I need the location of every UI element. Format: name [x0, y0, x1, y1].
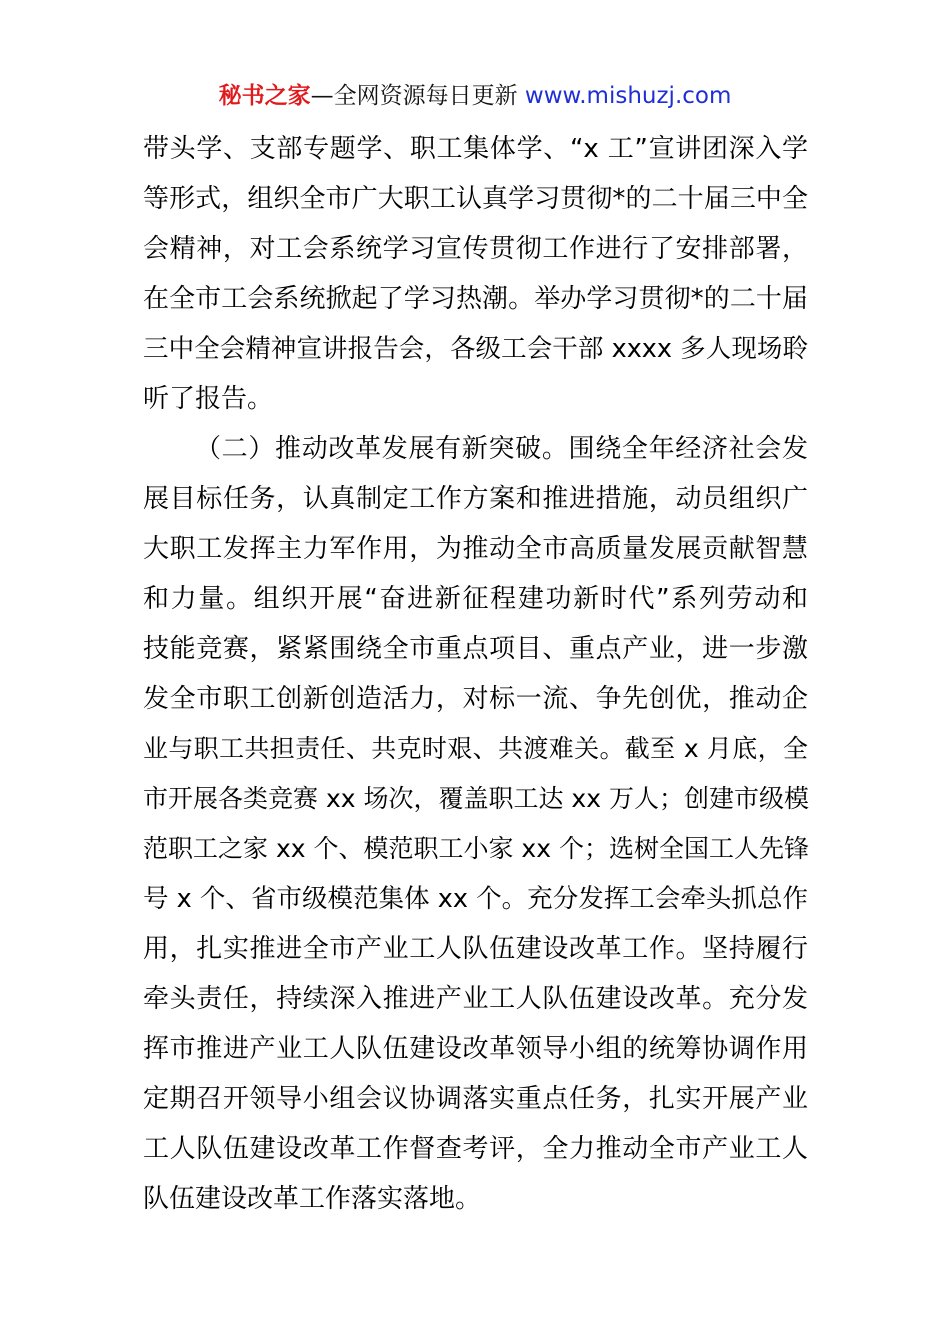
text-line: 发全市职工创新创造活力，对标一流、争先创优，推动企 [143, 684, 808, 714]
text-line: 和力量。组织开展“奋进新征程建功新时代”系列劳动和 [143, 584, 808, 614]
text-line: 工人队伍建设改革工作督查考评，全力推动全市产业工人 [143, 1134, 808, 1164]
text-line: 大职工发挥主力军作用，为推动全市高质量发展贡献智慧 [143, 534, 808, 564]
text-line: 等形式，组织全市广大职工认真学习贯彻*的二十届三中全 [143, 184, 808, 214]
text-line: 号 x 个、省市级模范集体 xx 个。充分发挥工会牵头抓总作 [143, 884, 808, 914]
text-line: 用，扎实推进全市产业工人队伍建设改革工作。坚持履行 [143, 934, 808, 964]
paragraph-reform-development [143, 424, 808, 1224]
text-line: 会精神，对工会系统学习宣传贯彻工作进行了安排部署， [143, 234, 808, 264]
text-line: 技能竞赛，紧紧围绕全市重点项目、重点产业，进一步激 [143, 634, 808, 664]
text-line: 三中全会精神宣讲报告会，各级工会干部 xxxx 多人现场聆 [143, 334, 808, 364]
text-line: 牵头责任，持续深入推进产业工人队伍建设改革。充分发 [143, 984, 808, 1014]
text-line: 队伍建设改革工作落实落地。 [143, 1184, 482, 1214]
text-line: 挥市推进产业工人队伍建设改革领导小组的统筹协调作用 [143, 1034, 808, 1064]
text-line: 范职工之家 xx 个、模范职工小家 xx 个；选树全国工人先锋 [143, 834, 809, 863]
paragraph-continued [143, 124, 808, 424]
header-slogan: —全网资源每日更新 [310, 83, 525, 109]
text-line: 在全市工会系统掀起了学习热潮。举办学习贯彻*的二十届 [143, 284, 808, 314]
header-brand: 秘书之家 [218, 83, 311, 109]
text-line: 市开展各类竞赛 xx 场次，覆盖职工达 xx 万人；创建市级模 [143, 784, 809, 813]
page-header [0, 80, 950, 112]
document-body [143, 124, 808, 1224]
text-line: 带头学、支部专题学、职工集体学、“x 工”宣讲团深入学 [143, 134, 808, 164]
text-line: 展目标任务，认真制定工作方案和推进措施，动员组织广 [143, 484, 808, 514]
text-line: （二）推动改革发展有新突破。围绕全年经济社会发 [195, 434, 808, 464]
text-line: 业与职工共担责任、共克时艰、共渡难关。截至 x 月底，全 [143, 734, 808, 763]
text-line: 听了报告。 [143, 384, 274, 414]
text-line: 定期召开领导小组会议协调落实重点任务，扎实开展产业 [143, 1084, 808, 1114]
header-url-link[interactable]: www.mishuzj.com [524, 83, 732, 109]
